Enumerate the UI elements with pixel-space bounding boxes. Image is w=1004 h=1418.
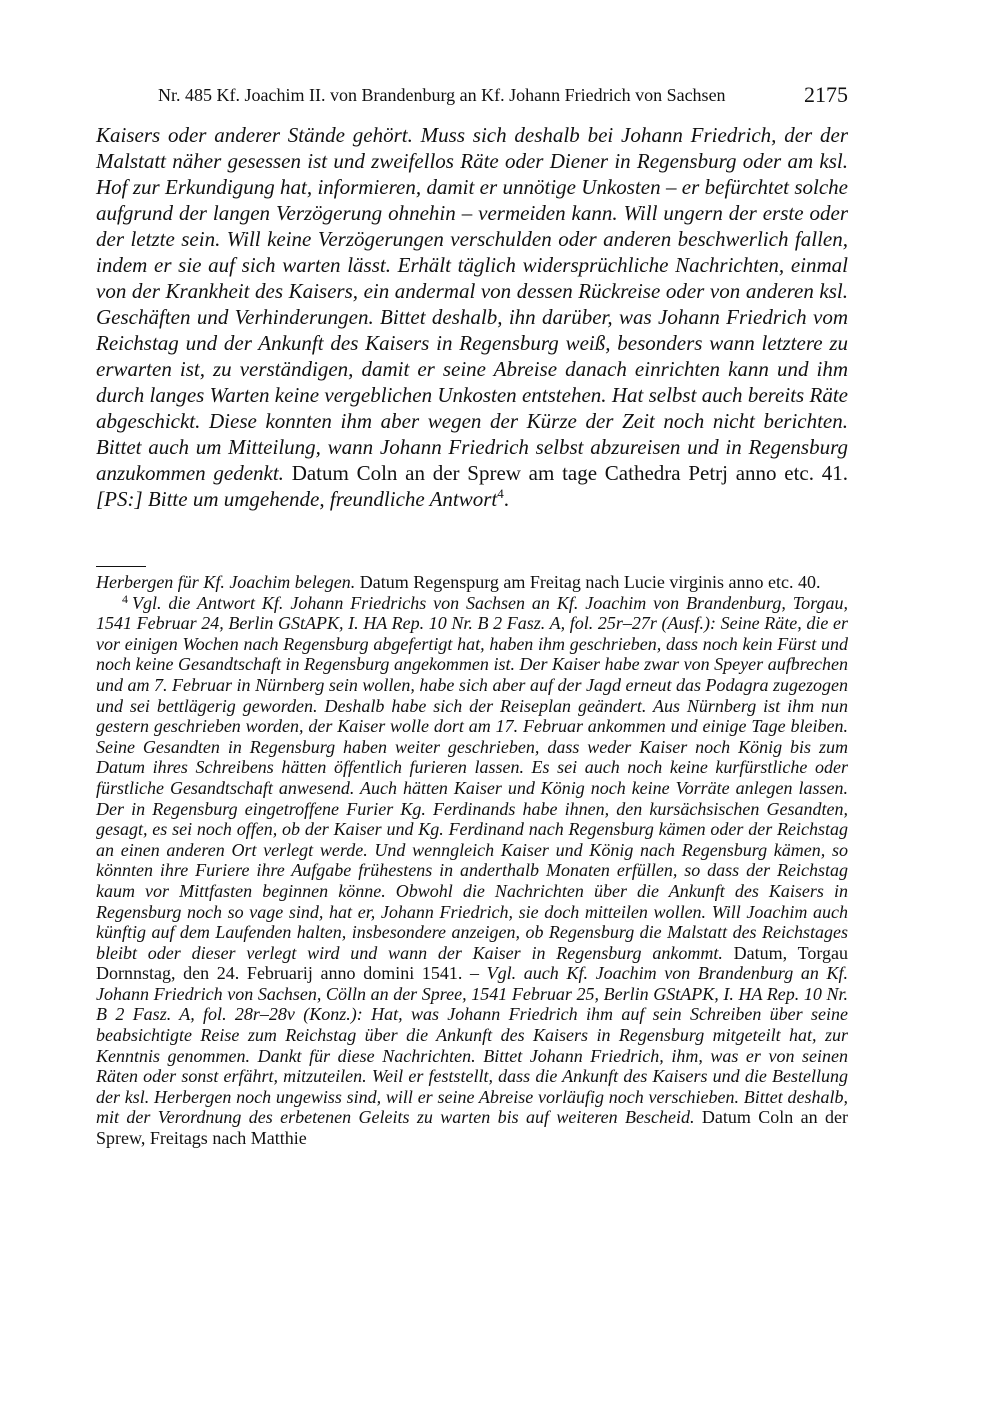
running-head-title: Nr. 485 Kf. Joachim II. von Brandenburg an Kf. Johann Friedrich von Sachsen bbox=[158, 85, 726, 105]
footnote-continuation bbox=[96, 572, 848, 593]
page-number: 2175 bbox=[804, 82, 848, 107]
footnote-4-datum-2: Datum Coln an der Sprew, Freitags nach Matthie bbox=[96, 1107, 848, 1149]
main-text-end: . bbox=[503, 487, 510, 511]
regest-text: Kaisers oder anderer Stände gehört. Muss sich deshalb bei Johann Friedrich, der der Malstatt näher gesessen ist und zweifellos Räte oder Diener in Regensburg oder am ksl. Hof zur Erkundigung hat, informieren, damit er unnötige Unkosten – er befürchtet solche aufgrund der langen Verzögerung ohnehin – vermeiden kann. Will ungern der erste oder der letzte sein. Will keine Verzögerungen verschulden oder anderen beschwerlich fallen, indem er sie auf sich warten lässt. Erhält täglich widersprüchliche Nachrichten, einmal von der Krankheit des Kaisers, ein andermal von dessen Rückreise oder von anderen ksl. Geschäften und Verhinderungen. Bittet deshalb, ihn darüber, was Johann Friedrich vom Reichstag und der Ankunft des Kaisers in Regensburg weiß, besonders wann letztere zu erwarten ist, zu verständigen, damit er seine Abreise danach einrichten kann und ihm durch langes Warten keine vergeblichen Unkosten entstehen. Hat selbst auch bereits Räte abgeschickt. Diese konnten ihm aber wegen der Kürze der Zeit noch nicht berichten. Bittet auch um Mitteilung, wann Johann Friedrich selbst abzureisen und in Regensburg anzukommen gedenkt. bbox=[96, 123, 848, 485]
footnote-continuation-datum: Datum Regenspurg am Freitag nach Lucie virginis anno etc. 40. bbox=[359, 572, 821, 592]
footnote-reference: 4 bbox=[497, 486, 504, 501]
footnote-4-number: 4 bbox=[122, 591, 128, 606]
main-paragraph bbox=[96, 122, 848, 512]
footnote-4-datum: Datum, Torgau Dornnstag, den 24. Februarij anno domini 1541. bbox=[96, 942, 848, 984]
postscript-text: [PS:] Bitte um umgehende, freundliche Antwort bbox=[96, 487, 498, 511]
running-head bbox=[96, 80, 848, 110]
footnotes bbox=[96, 572, 848, 1149]
footnote-divider bbox=[96, 566, 146, 567]
footnote-4-part1: Vgl. die Antwort Kf. Johann Friedrichs von Sachsen an Kf. Joachim von Brandenburg, Torgau, 1541 Februar 24, Berlin GStAPK, I. HA Rep. 10 Nr. B 2 Fasz. A, fol. 25r–27r (Ausf.): Seine Räte, die er vor einigen Wochen nach Regensburg abgefertigt hat, haben ihm geschrieben, dass noch kein Fürst und noch keine Gesandtschaft in Regensburg angekommen ist. Der Kaiser habe zwar von Speyer aufbrechen und am 7. Februar in Nürnberg sein wollen, habe sich aber auf der Jagd erneut das Podagra zugezogen und sei bettlägerig geworden. Deshalb habe sich der Reiseplan geändert. Aus Nürnberg ist ihm nun gestern geschrieben worden, der Kaiser wolle dort am 17. Februar ankommen und einige Tage bleiben. Seine Gesandten in Regensburg haben weiter geschrieben, dass weder Kaiser noch König bis zum Datum ihres Schreibens hätten öffentlich furieren lassen. Es sei auch noch keine kurfürstliche oder fürstliche Gesandtschaft anwesend. Auch hätten Kaiser und König noch keine Vorräte anlegen lassen. Der in Regensburg eingetroffene Furier Kg. Ferdinands habe ihnen, den kursächsischen Gesandten, gesagt, es sei noch offen, ob der Kaiser und Kg. Ferdinand nach Regensburg kämen oder der Reichstag an einen anderen Ort verlegt werde. Und wenngleich Kaiser und König nach Regensburg kämen, so könnten ihre Furiere ihre Aufgabe frühestens in anderthalb Monaten erfüllen, so dass der Reichstag kaum vor Mittfasten beginnen könne. Obwohl die Nachrichten über die Ankunft des Kaisers in Regensburg noch so vage sind, hat er, Johann Friedrich, sie doch mitteilen wollen. Will Joachim auch künftig auf dem Laufenden halten, insbesondere anzeigen, ob Regensburg die Malstatt des Reichstages bleibt oder dieser verlegt wird und wann der Kaiser in Regensburg ankommt. bbox=[96, 592, 848, 963]
main-text bbox=[96, 122, 848, 512]
footnote-continuation-italic: Herbergen für Kf. Joachim belegen. bbox=[96, 572, 356, 592]
footnote-4 bbox=[96, 593, 848, 1149]
datum-line: Datum Coln an der Sprew am tage Cathedra Petrj anno etc. 41. bbox=[291, 461, 848, 485]
footnote-4-part3: – Vgl. auch Kf. Joachim von Brandenburg an Kf. Johann Friedrich von Sachsen, Cölln an der Spree, 1541 Februar 25, Berlin GStAPK, I. HA Rep. 10 Nr. B 2 Fasz. A, fol. 28r–28v (Konz.): Hat, was Johann Friedrich ihm auf sein Schreiben über seine beabsichtigte Reise zum Reichstag über die Ankunft des Kaisers in Regensburg mitgeteilt hat, zur Kenntnis genommen. Dankt für diese Nachrichten. Bittet Johann Friedrich, ihm, was er von seinen Räten oder sonst erfährt, mitzuteilen. Weil er feststellt, dass die Ankunft des Kaisers und die Bestellung der ksl. Herbergen noch ungewiss sind, will er seine Abreise vorläufig noch verschieben. Bittet deshalb, mit der Verordnung des erbetenen Geleits zu warten bis auf weiteren Bescheid. bbox=[96, 963, 849, 1128]
